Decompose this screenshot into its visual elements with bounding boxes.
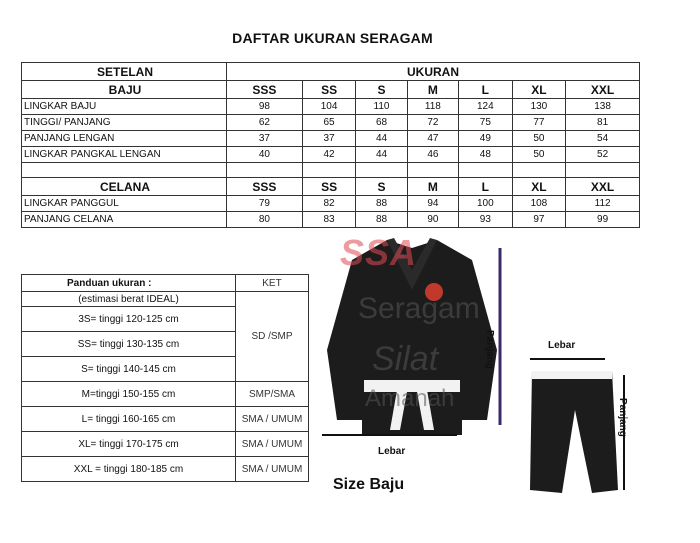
size-baju-label: Size Baju (333, 476, 405, 493)
celana-header: CELANA (22, 178, 227, 196)
spacer-cell (227, 163, 303, 178)
pants-body (530, 371, 618, 493)
cell: 112 (566, 196, 640, 212)
cell: 42 (302, 147, 356, 163)
watermark-line1: Seragam (358, 292, 480, 325)
guide-item: M=tinggi 150-155 cm (22, 382, 236, 407)
setelan-header: SETELAN (22, 63, 227, 81)
spacer-cell (407, 163, 458, 178)
cell: 90 (407, 212, 458, 228)
guide-row (22, 432, 309, 457)
baju-size-row (22, 81, 640, 99)
cell: 83 (302, 212, 356, 228)
cell: 98 (227, 99, 303, 115)
guide-item: XL= tinggi 170-175 cm (22, 432, 236, 457)
baju-header: BAJU (22, 81, 227, 99)
guide-subtitle: (estimasi berat IDEAL) (22, 292, 236, 307)
cell: 97 (512, 212, 566, 228)
cell: 44 (356, 147, 407, 163)
pants-belt (532, 371, 612, 379)
cell: 47 (407, 131, 458, 147)
size-header: S (356, 81, 407, 99)
cell: 75 (459, 115, 513, 131)
cell: 72 (407, 115, 458, 131)
watermark-brand: SSA (340, 232, 418, 273)
cell: 37 (227, 131, 303, 147)
lebar-jacket-label: Lebar (378, 446, 406, 457)
table-row (22, 212, 640, 228)
cell: 110 (356, 99, 407, 115)
cell: 104 (302, 99, 356, 115)
row-label: LINGKAR PANGKAL LENGAN (22, 147, 227, 163)
size-header: SS (302, 81, 356, 99)
size-header: M (407, 81, 458, 99)
cell: 138 (566, 99, 640, 115)
guide-row (22, 457, 309, 482)
ket-sma-umum: SMA / UMUM (236, 432, 309, 457)
page-title: DAFTAR UKURAN SERAGAM (232, 30, 433, 46)
size-table (21, 62, 640, 228)
guide-item: S= tinggi 140-145 cm (22, 357, 236, 382)
size-header: SSS (227, 81, 303, 99)
guide-title: Panduan ukuran : (22, 275, 236, 292)
cell: 100 (459, 196, 513, 212)
cell: 130 (512, 99, 566, 115)
size-header: SSS (227, 178, 303, 196)
size-header: XXL (566, 178, 640, 196)
spacer-cell (356, 163, 407, 178)
cell: 77 (512, 115, 566, 131)
table-row (22, 99, 640, 115)
cell: 94 (407, 196, 458, 212)
cell: 44 (356, 131, 407, 147)
cell: 50 (512, 147, 566, 163)
spacer-cell (459, 163, 513, 178)
panjang-pants-label: Panjang (617, 398, 628, 437)
size-header: L (459, 178, 513, 196)
table-row (22, 131, 640, 147)
spacer-cell (22, 163, 227, 178)
size-header: SS (302, 178, 356, 196)
size-header: XL (512, 178, 566, 196)
cell: 65 (302, 115, 356, 131)
size-header: M (407, 178, 458, 196)
row-label: TINGGI/ PANJANG (22, 115, 227, 131)
cell: 118 (407, 99, 458, 115)
panjang-jacket-label: Panjang (484, 330, 495, 369)
lebar-pants-label: Lebar (548, 340, 576, 351)
row-label: LINGKAR PANGGUL (22, 196, 227, 212)
table-row (22, 147, 640, 163)
watermark-line2: Silat (372, 340, 439, 378)
ket-sma-umum: SMA / UMUM (236, 457, 309, 482)
spacer-cell (302, 163, 356, 178)
spacer-cell (512, 163, 566, 178)
ket-sma-umum: SMA / UMUM (236, 407, 309, 432)
size-guide-table (21, 274, 309, 482)
cell: 62 (227, 115, 303, 131)
guide-row (22, 382, 309, 407)
table-row (22, 196, 640, 212)
cell: 50 (512, 131, 566, 147)
cell: 48 (459, 147, 513, 163)
size-header: S (356, 178, 407, 196)
guide-item: L= tinggi 160-165 cm (22, 407, 236, 432)
cell: 93 (459, 212, 513, 228)
ket-header: KET (236, 275, 309, 292)
guide-item: XXL = tinggi 180-185 cm (22, 457, 236, 482)
size-header: XXL (566, 81, 640, 99)
cell: 40 (227, 147, 303, 163)
row-label: LINGKAR BAJU (22, 99, 227, 115)
cell: 49 (459, 131, 513, 147)
spacer-cell (566, 163, 640, 178)
guide-header-row (22, 275, 309, 292)
cell: 68 (356, 115, 407, 131)
cell: 82 (302, 196, 356, 212)
cell: 46 (407, 147, 458, 163)
ket-sd-smp: SD /SMP (236, 292, 309, 382)
cell: 81 (566, 115, 640, 131)
cell: 108 (512, 196, 566, 212)
cell: 99 (566, 212, 640, 228)
watermark-line3: Amanah (365, 385, 455, 412)
spacer-row (22, 163, 640, 178)
size-header: L (459, 81, 513, 99)
celana-size-row (22, 178, 640, 196)
cell: 54 (566, 131, 640, 147)
ket-smp-sma: SMP/SMA (236, 382, 309, 407)
ukuran-header: UKURAN (227, 63, 640, 81)
guide-item: 3S= tinggi 120-125 cm (22, 307, 236, 332)
row-label: PANJANG LENGAN (22, 131, 227, 147)
size-header: XL (512, 81, 566, 99)
guide-subtitle-row (22, 292, 309, 307)
cell: 88 (356, 212, 407, 228)
table-header-row (22, 63, 640, 81)
cell: 79 (227, 196, 303, 212)
guide-item: SS= tinggi 130-135 cm (22, 332, 236, 357)
cell: 80 (227, 212, 303, 228)
table-row (22, 115, 640, 131)
guide-row (22, 407, 309, 432)
row-label: PANJANG CELANA (22, 212, 227, 228)
cell: 88 (356, 196, 407, 212)
cell: 37 (302, 131, 356, 147)
cell: 52 (566, 147, 640, 163)
cell: 124 (459, 99, 513, 115)
